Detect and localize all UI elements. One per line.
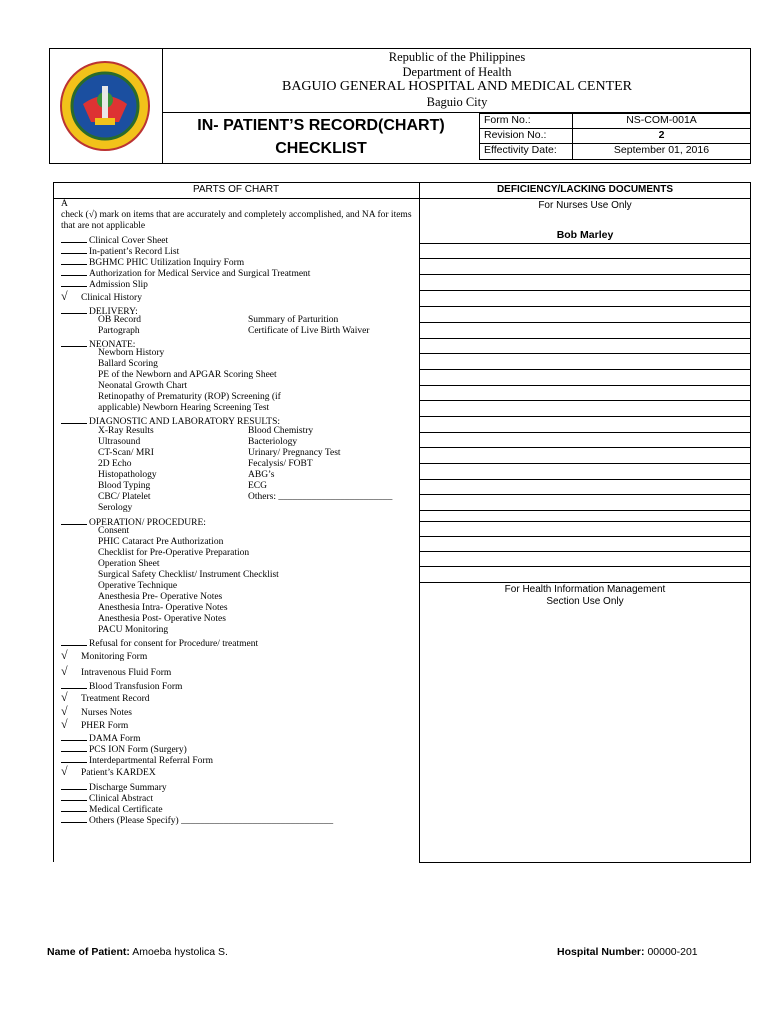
checklist-item-label: Others (Please Specify) ________________________________ xyxy=(89,816,334,826)
form-no-label: Form No.: xyxy=(484,114,531,126)
checklist-item-label: Anesthesia Intra- Operative Notes xyxy=(98,603,228,613)
deficiency-entry-line[interactable] xyxy=(419,338,751,339)
checkmark-icon[interactable]: √ xyxy=(61,664,68,678)
checklist-item-label: Checklist for Pre-Operative Preparation xyxy=(98,548,250,558)
nurse-name: Bob Marley xyxy=(556,229,614,241)
revision-no-label: Revision No.: xyxy=(484,129,547,141)
checklist-item-label: Authorization for Medical Service and Surgical Treatment xyxy=(89,269,311,279)
checkbox-blank-line[interactable] xyxy=(61,731,87,741)
checklist-item-label: 2D Echo xyxy=(98,459,132,469)
deficiency-entry-line[interactable] xyxy=(419,369,751,370)
checklist-item xyxy=(98,581,177,592)
deficiency-entry-line[interactable] xyxy=(419,566,751,567)
checklist-item xyxy=(98,603,228,614)
city-line: Baguio City xyxy=(426,95,488,109)
checkbox-blank-line[interactable] xyxy=(61,802,87,812)
checklist-item xyxy=(61,291,142,304)
checkbox-blank-line[interactable] xyxy=(61,742,87,752)
checkbox-blank-line[interactable] xyxy=(61,337,87,347)
checklist-item xyxy=(61,692,150,705)
checklist-item-label-2: Others: ________________________ xyxy=(248,492,393,502)
checkbox-blank-line[interactable] xyxy=(61,791,87,801)
checklist-item-label: Surgical Safety Checklist/ Instrument Checklist xyxy=(98,570,279,580)
hospital-number-field xyxy=(557,946,698,958)
checklist-item-label: DAMA Form xyxy=(89,734,141,744)
checkbox-blank-line[interactable] xyxy=(61,244,87,254)
checklist-item-label: Blood Typing xyxy=(98,481,151,491)
checklist-item-label: Operation Sheet xyxy=(98,559,160,569)
checklist-item-label-2: Bacteriology xyxy=(248,437,298,447)
checklist-item-label: Partograph xyxy=(98,326,140,336)
checkbox-blank-line[interactable] xyxy=(61,255,87,265)
nurses-use-label: For Nurses Use Only xyxy=(538,200,632,211)
checklist-item xyxy=(61,679,182,693)
checklist-item-label: PACU Monitoring xyxy=(98,625,169,635)
checkbox-blank-line[interactable] xyxy=(61,277,87,287)
checklist-item xyxy=(61,277,148,291)
checklist-item-label: applicable) Newborn Hearing Screening Test xyxy=(98,403,270,413)
checklist-item-label-2: Blood Chemistry xyxy=(248,426,314,436)
instruction-text: check (√) mark on items that are accurately and completely accomplished, and NA for items that are not applicable xyxy=(61,210,412,231)
deficiency-entry-line[interactable] xyxy=(419,582,751,583)
checklist-item-label-2: Summary of Parturition xyxy=(248,315,339,325)
deficiency-entry-line[interactable] xyxy=(419,400,751,401)
checkmark-icon[interactable]: √ xyxy=(61,690,68,704)
checklist-item-label: Serology xyxy=(98,503,133,513)
checklist-item-label: NEONATE: xyxy=(89,340,136,350)
checkbox-blank-line[interactable] xyxy=(61,266,87,276)
checkbox-blank-line[interactable] xyxy=(61,304,87,314)
checklist-item xyxy=(98,470,275,481)
checklist-item-label: DELIVERY: xyxy=(89,307,138,317)
deficiency-entry-line[interactable] xyxy=(419,306,751,307)
checklist-item xyxy=(98,381,187,392)
checklist-item xyxy=(61,766,156,779)
checklist-item xyxy=(61,636,258,650)
checklist-item-label: Clinical Abstract xyxy=(89,794,154,804)
checklist-item-label: Patient’s KARDEX xyxy=(81,768,156,778)
checklist-item-label: Nurses Notes xyxy=(81,708,132,718)
checklist-item-label: Anesthesia Post- Operative Notes xyxy=(98,614,226,624)
deficiency-entry-line[interactable] xyxy=(419,479,751,480)
republic-line: Republic of the Philippines xyxy=(388,50,526,64)
checkbox-blank-line[interactable] xyxy=(61,753,87,763)
checklist-item-label: Monitoring Form xyxy=(81,652,148,662)
patient-name-field xyxy=(47,946,228,958)
deficiency-entry-line[interactable] xyxy=(419,322,751,323)
section-letter: A xyxy=(61,199,68,209)
deficiency-entry-line[interactable] xyxy=(419,494,751,495)
checkbox-blank-line[interactable] xyxy=(61,233,87,243)
checklist-item xyxy=(61,650,147,663)
checklist-item xyxy=(98,315,339,326)
checklist-item-label: Newborn History xyxy=(98,348,165,358)
checklist-item xyxy=(98,370,277,381)
checklist-item-label: Clinical Cover Sheet xyxy=(89,236,169,246)
deficiency-entry-line[interactable] xyxy=(419,521,751,522)
checkmark-icon[interactable]: √ xyxy=(61,717,68,731)
hospital-number-label: Hospital Number: xyxy=(557,946,645,958)
checklist-item-label-2: Fecalysis/ FOBT xyxy=(248,459,313,469)
him-use-label-1: For Health Information Management xyxy=(504,584,666,595)
department-line: Department of Health xyxy=(402,65,512,79)
checklist-item-label-2: Urinary/ Pregnancy Test xyxy=(248,448,341,458)
checklist-item xyxy=(98,625,168,636)
checklist-item xyxy=(98,459,313,470)
deficiency-entry-line[interactable] xyxy=(419,258,751,259)
checkmark-icon[interactable]: √ xyxy=(61,764,68,778)
checklist-item-label: Ballard Scoring xyxy=(98,359,158,369)
checklist-item-label: Clinical History xyxy=(81,293,142,303)
checklist-item xyxy=(98,570,279,581)
checklist-item-label: In-patient’s Record List xyxy=(89,247,180,257)
checklist-item-label: Blood Transfusion Form xyxy=(89,682,183,692)
checklist-item-label: Anesthesia Pre- Operative Notes xyxy=(98,592,223,602)
hospital-name: BAGUIO GENERAL HOSPITAL AND MEDICAL CENTER xyxy=(281,79,633,94)
effectivity-date-label: Effectivity Date: xyxy=(484,144,557,156)
him-use-label-2: Section Use Only xyxy=(546,596,624,607)
checklist-item-label-2: ABG’s xyxy=(248,470,275,480)
checklist-item xyxy=(61,706,132,719)
checkbox-blank-line[interactable] xyxy=(61,780,87,790)
checklist-item xyxy=(98,537,223,548)
deficiency-entry-line[interactable] xyxy=(419,416,751,417)
checklist-item xyxy=(98,526,129,537)
checkbox-blank-line[interactable] xyxy=(61,414,87,424)
hospital-seal-logo xyxy=(49,48,163,164)
checklist-item xyxy=(98,481,267,492)
logo-cell xyxy=(49,48,163,164)
checklist-item xyxy=(61,813,333,827)
deficiency-entry-line[interactable] xyxy=(419,463,751,464)
checklist-item xyxy=(98,348,164,359)
checklist-item-label: PHER Form xyxy=(81,721,129,731)
checklist-item-label: DIAGNOSTIC AND LABORATORY RESULTS: xyxy=(89,417,280,427)
deficiency-entry-line[interactable] xyxy=(419,353,751,354)
checklist-item xyxy=(61,753,213,767)
effectivity-date-value: September 01, 2016 xyxy=(613,144,710,156)
deficiency-entry-line[interactable] xyxy=(419,447,751,448)
checklist-item xyxy=(98,326,370,337)
checkmark-icon[interactable]: √ xyxy=(61,648,68,662)
deficiency-entry-line[interactable] xyxy=(419,290,751,291)
checkbox-blank-line[interactable] xyxy=(61,515,87,525)
checklist-item-label: Treatment Record xyxy=(81,694,150,704)
checkbox-blank-line[interactable] xyxy=(61,636,87,646)
checklist-item xyxy=(98,448,341,459)
checklist-item-label: OB Record xyxy=(98,315,142,325)
deficiency-header: DEFICIENCY/LACKING DOCUMENTS xyxy=(496,184,674,195)
checklist-item-label: Medical Certificate xyxy=(89,805,163,815)
deficiency-entry-line[interactable] xyxy=(419,274,751,275)
patient-name-label: Name of Patient: xyxy=(47,946,130,958)
form-title-line1: IN- PATIENT’S RECORD(CHART) xyxy=(197,117,445,134)
checklist-item-label-2: ECG xyxy=(248,481,267,491)
checklist-item xyxy=(98,437,298,448)
checklist-item xyxy=(98,548,249,559)
checklist-item xyxy=(98,559,159,570)
deficiency-entry-line[interactable] xyxy=(419,432,751,433)
form-no-value: NS-COM-001A xyxy=(626,114,697,126)
parts-of-chart-header: PARTS OF CHART xyxy=(192,184,280,195)
checklist-item-label: Histopathology xyxy=(98,470,157,480)
checklist-item-label: Retinopathy of Prematurity (ROP) Screening (if xyxy=(98,392,281,402)
checklist-item xyxy=(98,503,132,514)
checkbox-blank-line[interactable] xyxy=(61,813,87,823)
checklist-item-label: Intravenous Fluid Form xyxy=(81,668,172,678)
hospital-number-value: 00000-201 xyxy=(647,946,698,958)
checklist-item-label: Consent xyxy=(98,526,130,536)
checklist-item-label: OPERATION/ PROCEDURE: xyxy=(89,518,206,528)
checklist-item-label: Refusal for consent for Procedure/ treatment xyxy=(89,639,259,649)
checklist-item-label-2: Certificate of Live Birth Waiver xyxy=(248,326,370,336)
checkmark-icon[interactable]: √ xyxy=(61,289,68,303)
deficiency-entry-line[interactable] xyxy=(419,536,751,537)
checklist-item-label: BGHMC PHIC Utilization Inquiry Form xyxy=(89,258,245,268)
checklist-item xyxy=(98,492,393,503)
deficiency-entry-line[interactable] xyxy=(419,385,751,386)
checklist-item-label: Admission Slip xyxy=(89,280,148,290)
patient-name-value: Amoeba hystolica S. xyxy=(132,946,228,958)
checklist-item-label: PE of the Newborn and APGAR Scoring Sheet xyxy=(98,370,277,380)
checkbox-blank-line[interactable] xyxy=(61,679,87,689)
checkmark-icon[interactable]: √ xyxy=(61,704,68,718)
checklist-item-label: Neonatal Growth Chart xyxy=(98,381,188,391)
checklist-item-label: CBC/ Platelet xyxy=(98,492,151,502)
revision-no-value: 2 xyxy=(658,129,665,141)
checklist-item-label: PHIC Cataract Pre Authorization xyxy=(98,537,224,547)
form-title-line2: CHECKLIST xyxy=(275,140,367,157)
checklist-item xyxy=(61,515,206,529)
checklist-item-label: Interdepartmental Referral Form xyxy=(89,756,213,766)
checklist-item-label: PCS ION Form (Surgery) xyxy=(89,745,187,755)
deficiency-entry-line[interactable] xyxy=(419,551,751,552)
deficiency-entry-line[interactable] xyxy=(419,510,751,511)
checklist-item xyxy=(98,592,222,603)
checklist-item xyxy=(98,403,269,414)
checklist-item xyxy=(98,426,314,437)
checklist-item-label: CT-Scan/ MRI xyxy=(98,448,154,458)
checklist-item xyxy=(61,666,171,679)
checklist-item xyxy=(98,392,281,403)
checklist-item xyxy=(98,359,158,370)
deficiency-entry-line[interactable] xyxy=(419,243,751,244)
checklist-item-label: Operative Technique xyxy=(98,581,178,591)
checklist-item-label: X-Ray Results xyxy=(98,426,154,436)
checklist-item xyxy=(98,614,226,625)
checklist-item-label: Discharge Summary xyxy=(89,783,167,793)
checklist-item-label: Ultrasound xyxy=(98,437,141,447)
